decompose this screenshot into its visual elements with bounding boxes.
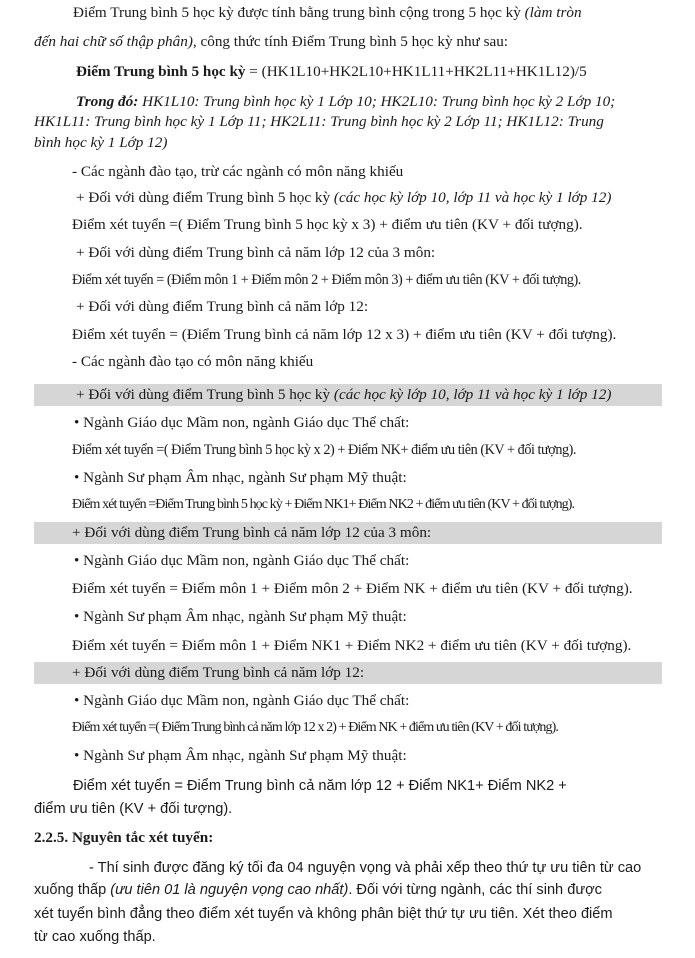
text-run: xuống thấp — [34, 882, 111, 898]
paragraph-line — [34, 880, 602, 900]
bullet-icon: • — [74, 747, 80, 764]
bold-run: Điểm Trung bình 5 học kỳ — [76, 63, 246, 80]
subsection-line: + Đối với dùng điểm Trung bình cả năm lớp 12: — [72, 664, 365, 681]
text-run: Ngành Giáo dục Mầm non, ngành Giáo dục Thể chất: — [83, 414, 410, 431]
formula-line: Điểm xét tuyển = (Điểm môn 1 + Điểm môn 2 + Điểm môn 3) + điểm ưu tiên (KV + đối tượng). — [72, 272, 581, 288]
bullet-item — [74, 413, 409, 433]
bold-italic-run: Trong đó: — [76, 93, 139, 110]
section-line: - Các ngành đào tạo có môn năng khiếu — [72, 353, 314, 370]
paragraph-line — [34, 32, 508, 52]
paragraph-line — [73, 3, 582, 23]
formula-line: Điểm xét tuyển =( Điểm Trung bình 5 học kỳ x 3) + điểm ưu tiên (KV + đối tượng). — [72, 216, 583, 233]
bullet-item — [74, 551, 409, 571]
bullet-item — [74, 691, 409, 711]
text-run: Điểm Trung bình 5 học kỳ được tính bằng trung bình cộng trong 5 học kỳ — [73, 4, 525, 21]
italic-run: HK1L10: Trung bình học kỳ 1 Lớp 10; HK2L10: Trung bình học kỳ 2 Lớp 10; — [138, 93, 616, 110]
bullet-item — [74, 468, 407, 488]
formula-line: Điểm xét tuyển = Điểm môn 1 + Điểm NK1 + Điểm NK2 + điểm ưu tiên (KV + đối tượng). — [72, 637, 632, 654]
bullet-icon: • — [74, 469, 80, 486]
subsection-line — [76, 188, 611, 208]
text-run: Ngành Sư phạm Âm nhạc, ngành Sư phạm Mỹ thuật: — [83, 469, 407, 486]
paragraph-line: từ cao xuống thấp. — [34, 929, 156, 945]
note-line: HK1L11: Trung bình học kỳ 1 Lớp 11; HK2L11: Trung bình học kỳ 2 Lớp 11; HK1L12: Trung — [34, 113, 604, 130]
text-run: + Đối với dùng điểm Trung bình 5 học kỳ — [76, 386, 334, 403]
subsection-line — [76, 385, 611, 405]
text-run: , công thức tính Điểm Trung bình 5 học kỳ như sau: — [192, 33, 509, 50]
text-run: Ngành Giáo dục Mầm non, ngành Giáo dục Thể chất: — [83, 552, 410, 569]
subsection-line: + Đối với dùng điểm Trung bình cả năm lớp 12 của 3 môn: — [76, 244, 436, 261]
text-run: = (HK1L10+HK2L10+HK1L11+HK2L11+HK1L12)/5 — [245, 63, 587, 80]
formula-line: Điểm xét tuyển =( Điểm Trung bình 5 học kỳ x 2) + Điểm NK+ điểm ưu tiên (KV + đối tượng). — [72, 442, 576, 458]
formula-line: Điểm xét tuyển = Điểm môn 1 + Điểm môn 2 + Điểm NK + điểm ưu tiên (KV + đối tượng). — [72, 580, 633, 597]
formula-line — [76, 62, 587, 82]
formula-line: Điểm xét tuyển = Điểm Trung bình cả năm lớp 12 + Điểm NK1+ Điểm NK2 + — [73, 778, 567, 794]
text-run: Ngành Sư phạm Âm nhạc, ngành Sư phạm Mỹ thuật: — [83, 608, 407, 625]
formula-line: Điểm xét tuyển =( Điểm Trung bình cả năm lớp 12 x 2) + Điểm NK + điểm ưu tiên (KV + đối tượng). — [72, 720, 558, 735]
paragraph-line: - Thí sinh được đăng ký tối đa 04 nguyện vọng và phải xếp theo thứ tự ưu tiên từ cao — [89, 860, 642, 876]
section-line: - Các ngành đào tạo, trừ các ngành có môn năng khiếu — [72, 163, 404, 180]
note-line: bình học kỳ 1 Lớp 12) — [34, 134, 168, 151]
italic-run: (các học kỳ lớp 10, lớp 11 và học kỳ 1 lớp 12) — [333, 189, 612, 206]
bullet-item — [74, 746, 407, 766]
italic-run: (ưu tiên 01 là nguyện vọng cao nhất) — [110, 882, 349, 898]
bullet-icon: • — [74, 414, 80, 431]
text-run: Ngành Sư phạm Âm nhạc, ngành Sư phạm Mỹ thuật: — [83, 747, 407, 764]
italic-run: (làm tròn — [524, 4, 582, 21]
bullet-icon: • — [74, 552, 80, 569]
formula-line: Điểm xét tuyển =Điểm Trung bình 5 học kỳ + Điểm NK1+ Điểm NK2 + điểm ưu tiên (KV + đối tượng). — [72, 497, 575, 512]
italic-run: (các học kỳ lớp 10, lớp 11 và học kỳ 1 lớp 12) — [333, 386, 612, 403]
subsection-line: + Đối với dùng điểm Trung bình cả năm lớp 12: — [76, 298, 369, 315]
paragraph-line: xét tuyển bình đẳng theo điểm xét tuyển và không phân biệt thứ tự ưu tiên. Xét theo điểm — [34, 906, 613, 922]
subsection-line: + Đối với dùng điểm Trung bình cả năm lớp 12 của 3 môn: — [72, 524, 432, 541]
text-run: . Đối với từng ngành, các thí sinh được — [348, 882, 602, 898]
formula-line: Điểm xét tuyển = (Điểm Trung bình cả năm lớp 12 x 3) + điểm ưu tiên (KV + đối tượng). — [72, 326, 617, 343]
note-line — [76, 92, 615, 112]
bullet-item — [74, 607, 407, 627]
bullet-icon: • — [74, 692, 80, 709]
text-run: + Đối với dùng điểm Trung bình 5 học kỳ — [76, 189, 334, 206]
text-run: Ngành Giáo dục Mầm non, ngành Giáo dục Thể chất: — [83, 692, 410, 709]
italic-run: đến hai chữ số thập phân) — [34, 33, 193, 50]
section-heading: 2.2.5. Nguyên tắc xét tuyển: — [34, 829, 214, 846]
bullet-icon: • — [74, 608, 80, 625]
formula-line: điểm ưu tiên (KV + đối tượng). — [34, 801, 233, 817]
